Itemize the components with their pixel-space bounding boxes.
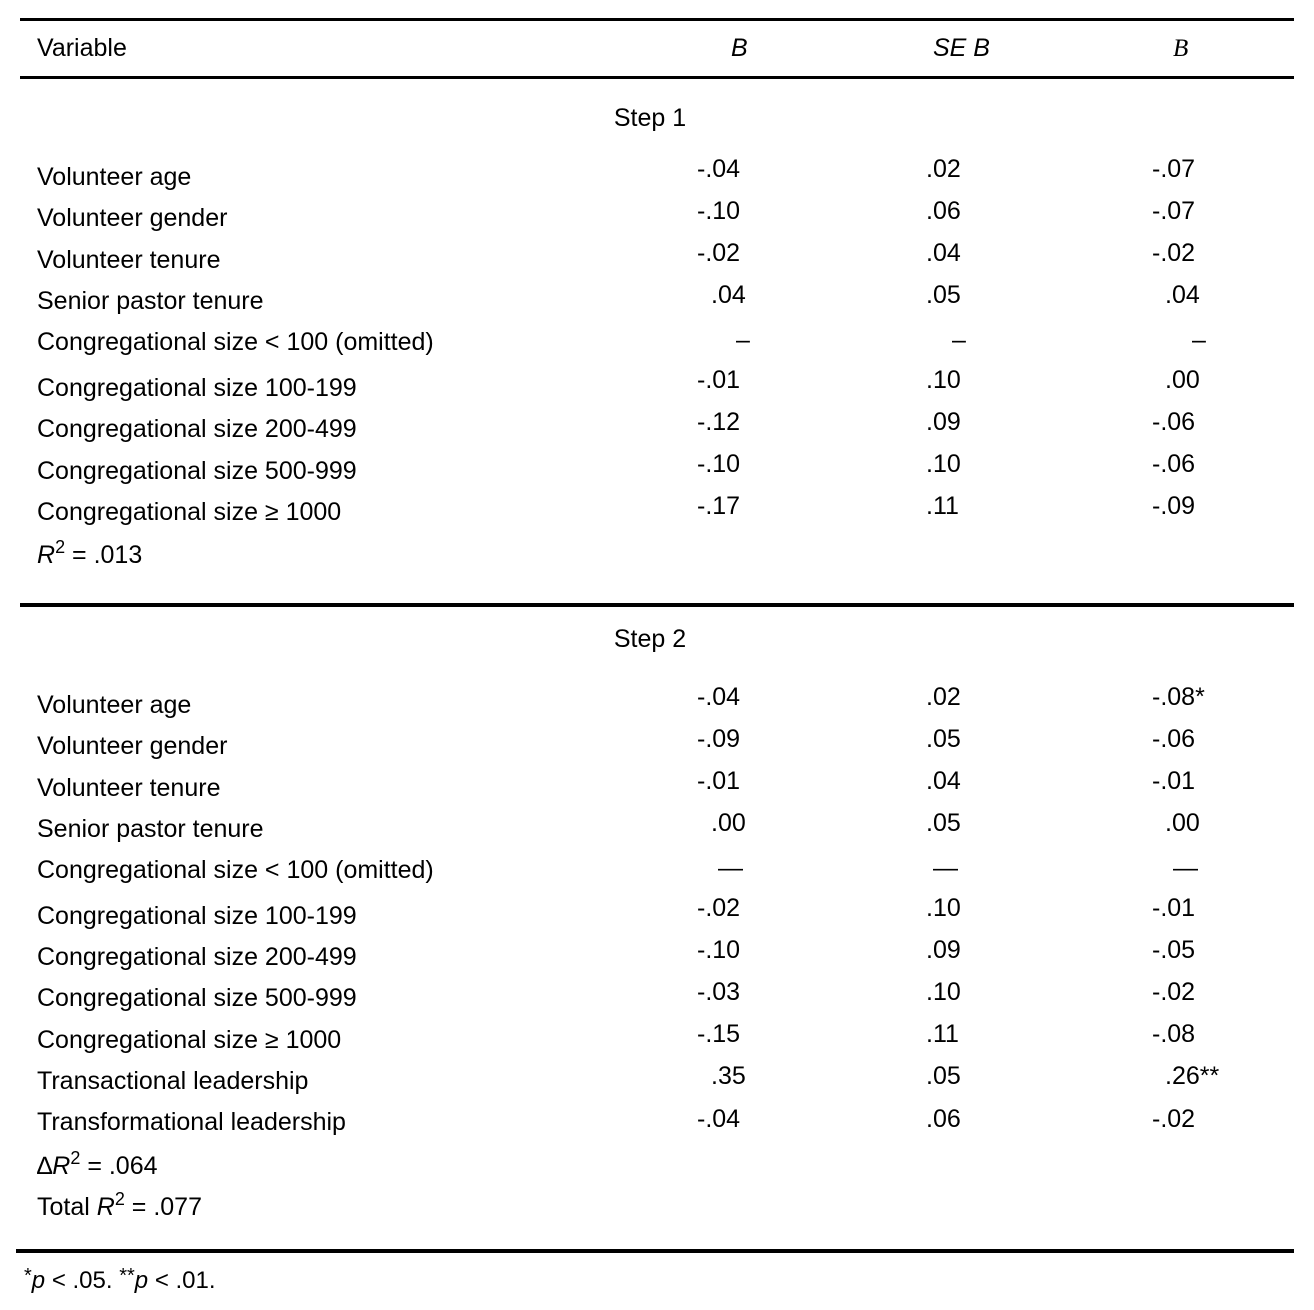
table-cell-beta: -.06 [1152,725,1196,753]
footnote-double-star: ** [119,1265,135,1287]
table-cell-se: .05 [926,809,961,837]
table-cell-b: -.03 [697,978,741,1006]
table-cell-beta: -.06 [1152,408,1196,436]
table-cell-se: .02 [926,155,961,183]
table-cell-se: .05 [926,725,961,753]
table-row-label: Congregational size ≥ 1000 [37,498,342,526]
footnote-star: * [24,1265,32,1287]
table-cell-b: -.10 [697,450,741,478]
r-exponent: 2 [55,537,66,557]
step2-title: Step 2 [613,625,687,653]
table-row-label: Congregational size 500-999 [37,984,357,1012]
table-cell-beta: -.02 [1152,1105,1196,1133]
table-cell-b: -.01 [697,767,741,795]
header-b: B [731,34,748,62]
table-cell-b: .04 [711,281,746,309]
table-cell-se: .06 [926,1105,961,1133]
table-cell-se: .05 [926,281,961,309]
table-cell-b: -.10 [697,197,741,225]
table-cell-b: -.10 [697,936,741,964]
table-cell-se: .11 [926,1020,959,1048]
table-cell-b: -.04 [697,155,741,183]
delta-symbol: ∆ [37,1152,53,1180]
header-se-b: SE B [933,34,990,62]
r-symbol: R [96,1193,115,1221]
table-cell-beta: -.09 [1152,492,1196,520]
table-cell-beta: -.08 [1152,1020,1196,1048]
footnote-p: p [31,1267,46,1294]
table-cell-b: .35 [711,1062,746,1090]
table-cell-b: -.04 [697,1105,741,1133]
table-row-label: Volunteer age [37,691,192,719]
table-cell-beta: -.01 [1152,894,1196,922]
table-row-label: Congregational size 500-999 [37,457,357,485]
table-cell-se: .10 [926,978,961,1006]
table-row-label: Volunteer tenure [37,774,221,802]
table-cell-beta: — [1173,854,1198,882]
table-cell-beta: -.07 [1152,197,1196,225]
table-cell-b: -.15 [697,1020,741,1048]
table-row-label: Congregational size 200-499 [37,943,357,971]
table-cell-se: — [933,854,958,882]
table-cell-se: .02 [926,683,961,711]
table-row-label: Volunteer gender [37,732,228,760]
step2-total-r-squared [37,1189,202,1222]
table-cell-se: .05 [926,1062,961,1090]
top-rule [20,18,1294,21]
table-cell-se: .10 [926,894,961,922]
table-cell-se: .10 [926,450,961,478]
table-cell-beta: -.02 [1152,239,1196,267]
table-cell-se: .09 [926,408,961,436]
table-cell-b: -.02 [697,894,741,922]
r-squared-value: = .013 [65,541,143,569]
table-row-label: Congregational size ≥ 1000 [37,1026,342,1054]
table-cell-b: -.09 [697,725,741,753]
table-cell-b: – [736,326,750,354]
table-row-label: Volunteer age [37,163,192,191]
table-row-label: Congregational size < 100 (omitted) [37,328,434,356]
step-divider-rule [20,603,1294,607]
table-row-label: Transactional leadership [37,1067,309,1095]
table-cell-beta: -.05 [1152,936,1196,964]
table-cell-se: .11 [926,492,959,520]
footnote-text: < .05. [45,1267,120,1294]
footnote-text: < .01. [148,1267,216,1294]
footnote-p: p [134,1267,149,1294]
r-symbol: R [52,1152,71,1180]
r-exponent: 2 [114,1189,125,1209]
table-cell-b: -.01 [697,366,741,394]
table-cell-beta: .26** [1165,1062,1220,1090]
step1-r-squared [37,537,143,570]
bottom-rule [16,1249,1294,1253]
step2-delta-r-squared [37,1148,158,1181]
footnote [24,1266,216,1296]
r-exponent: 2 [70,1148,81,1168]
table-cell-beta: -.08* [1152,683,1205,711]
table-row-label: Volunteer tenure [37,246,221,274]
r-symbol: R [37,541,56,569]
table-row-label: Congregational size 100-199 [37,902,357,930]
table-cell-beta: -.01 [1152,767,1196,795]
table-cell-se: .04 [926,239,961,267]
table-row-label: Congregational size < 100 (omitted) [37,856,434,884]
table-cell-se: .10 [926,366,961,394]
step1-title: Step 1 [613,104,687,132]
header-beta: Β [1173,35,1189,62]
table-cell-beta: .04 [1165,281,1200,309]
table-row-label: Congregational size 200-499 [37,415,357,443]
total-r-squared-value: = .077 [124,1193,202,1221]
table-row-label: Senior pastor tenure [37,287,264,315]
table-cell-beta: .00 [1165,809,1200,837]
delta-r-squared-value: = .064 [80,1152,158,1180]
table-row-label: Congregational size 100-199 [37,374,357,402]
table-cell-se: .06 [926,197,961,225]
header-variable: Variable [37,34,127,62]
table-cell-beta: -.07 [1152,155,1196,183]
table-cell-se: .04 [926,767,961,795]
table-cell-beta: -.02 [1152,978,1196,1006]
table-cell-b: -.12 [697,408,741,436]
total-prefix: Total [37,1193,97,1221]
header-rule [20,76,1294,79]
table-row-label: Transformational leadership [37,1108,346,1136]
table-cell-b: .00 [711,809,746,837]
table-cell-b: -.04 [697,683,741,711]
table-cell-b: — [718,854,743,882]
table-cell-beta: .00 [1165,366,1200,394]
table-cell-beta: – [1192,326,1206,354]
table-cell-b: -.17 [697,492,741,520]
table-cell-se: – [952,326,966,354]
table-cell-b: -.02 [697,239,741,267]
table-row-label: Senior pastor tenure [37,815,264,843]
table-row-label: Volunteer gender [37,204,228,232]
table-cell-beta: -.06 [1152,450,1196,478]
table-cell-se: .09 [926,936,961,964]
